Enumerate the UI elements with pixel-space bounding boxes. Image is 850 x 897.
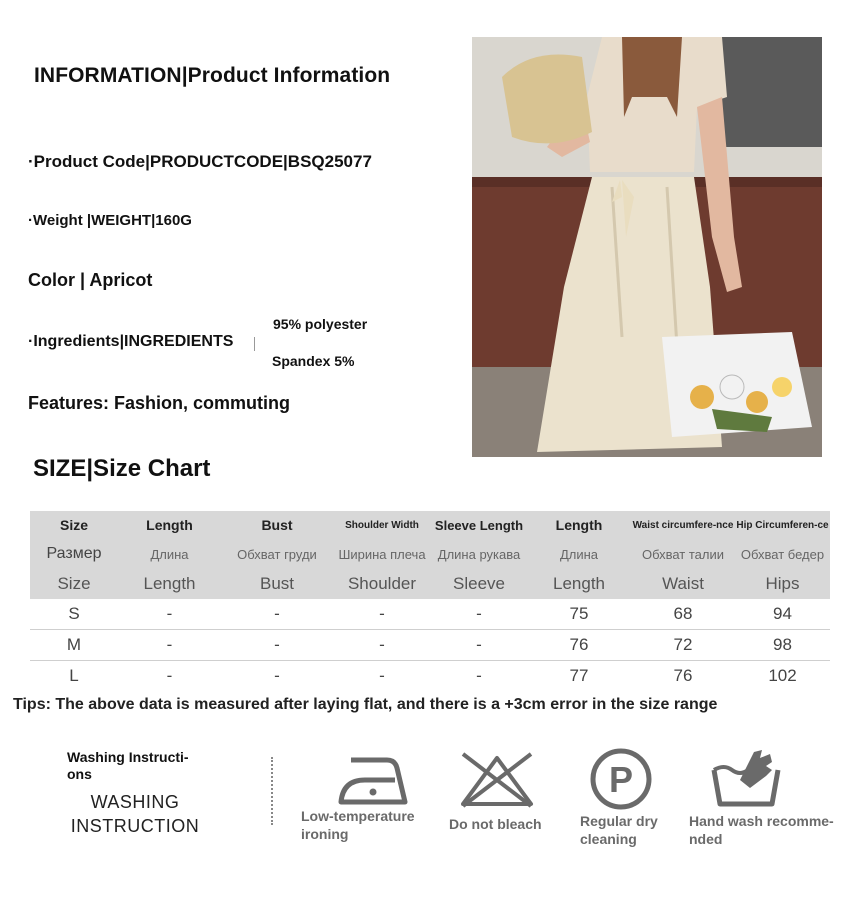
header-row-russian xyxy=(30,539,830,569)
header-short-hips: Hips xyxy=(735,569,830,599)
header-ru-bust: Обхват груди xyxy=(221,539,333,569)
table-cell: L xyxy=(69,666,79,685)
header-ru-sleeve: Длина рукава xyxy=(431,539,527,569)
ingredient-polyester: 95% polyester xyxy=(273,316,368,332)
product-photo-illustration xyxy=(472,37,822,457)
table-cell: - xyxy=(221,630,333,661)
product-features: Features: Fashion, commuting xyxy=(28,393,291,413)
table-row xyxy=(30,599,830,630)
table-cell: - xyxy=(118,599,221,630)
table-row xyxy=(30,661,830,692)
header-sleeve-length: Sleeve Length xyxy=(431,511,527,539)
ingredient-spandex: Spandex 5% xyxy=(272,353,355,369)
header-short-sleeve: Sleeve xyxy=(431,569,527,599)
washing-title: WASHING INSTRUCTION xyxy=(70,792,200,836)
header-short-waist: Waist xyxy=(631,569,735,599)
iron-label: Low-temperature ironing xyxy=(301,808,415,842)
header-ru-length-2: Длина xyxy=(527,539,631,569)
header-hip: Hip Circumferen-ce xyxy=(735,511,830,539)
svg-text:P: P xyxy=(608,759,634,800)
table-cell: - xyxy=(118,630,221,661)
header-bust: Bust xyxy=(221,511,333,539)
header-length-2: Length xyxy=(527,511,631,539)
dry-clean-icon xyxy=(588,746,660,812)
no-bleach-icon xyxy=(457,750,529,816)
no-bleach-label: Do not bleach xyxy=(449,816,542,832)
ingredients-divider xyxy=(254,337,255,351)
product-photo xyxy=(472,37,822,457)
table-cell: M xyxy=(30,630,118,661)
table-cell: - xyxy=(431,630,527,661)
header-row-english xyxy=(30,511,830,539)
header-ru-waist: Обхват талии xyxy=(631,539,735,569)
info-title: INFORMATION|Product Information xyxy=(34,64,391,87)
table-cell: - xyxy=(431,599,527,630)
header-ru-hip: Обхват бедер xyxy=(735,539,830,569)
header-size: Size xyxy=(30,511,118,539)
table-cell: - xyxy=(221,599,333,630)
header-ru-size: Размер xyxy=(30,539,118,569)
header-short-bust: Bust xyxy=(221,569,333,599)
table-cell: - xyxy=(333,630,431,661)
dry-clean-label: Regular dry cleaning xyxy=(580,813,658,847)
hand-wash-label: Hand wash recomme-nded xyxy=(689,813,834,847)
washing-label: Washing Instructi-ons xyxy=(67,749,189,782)
table-cell: 75 xyxy=(527,599,631,630)
washing-divider xyxy=(271,757,273,825)
table-cell: 68 xyxy=(631,599,735,630)
header-row-short xyxy=(30,569,830,599)
table-cell: 76 xyxy=(527,630,631,661)
header-ru-shoulder: Ширина плеча xyxy=(333,539,431,569)
product-weight: ·Weight |WEIGHT|160G xyxy=(28,212,192,229)
header-shoulder-width: Shoulder Width xyxy=(333,511,431,539)
table-cell: 98 xyxy=(735,630,830,661)
measurement-tips: Tips: The above data is measured after laying flat, and there is a +3cm error in the size range xyxy=(13,696,718,713)
table-cell: 76 xyxy=(673,666,693,685)
header-ru-length: Длина xyxy=(118,539,221,569)
product-color: Color | Apricot xyxy=(28,270,153,290)
header-short-length-2: Length xyxy=(527,569,631,599)
table-cell: 102 xyxy=(768,666,797,685)
table-cell: S xyxy=(30,599,118,630)
table-cell: 77 xyxy=(569,666,589,685)
table-cell: - xyxy=(379,666,385,685)
size-chart-table xyxy=(30,511,830,691)
size-chart-title: SIZE|Size Chart xyxy=(33,455,211,482)
table-cell: 94 xyxy=(735,599,830,630)
header-waist: Waist circumfere-nce xyxy=(631,511,735,539)
product-code: ·Product Code|PRODUCTCODE|BSQ25077 xyxy=(28,152,372,171)
ingredients-label: ·Ingredients|INGREDIENTS xyxy=(28,333,234,350)
header-short-length: Length xyxy=(118,569,221,599)
table-row xyxy=(30,630,830,661)
table-cell: - xyxy=(166,666,173,685)
table-cell: - xyxy=(333,599,431,630)
table-cell: 72 xyxy=(631,630,735,661)
header-short-shoulder: Shoulder xyxy=(333,569,431,599)
table-cell: - xyxy=(476,666,482,685)
hand-wash-icon xyxy=(710,746,782,812)
table-cell: - xyxy=(274,666,280,685)
header-length: Length xyxy=(118,511,221,539)
header-short-size: Size xyxy=(30,569,118,599)
